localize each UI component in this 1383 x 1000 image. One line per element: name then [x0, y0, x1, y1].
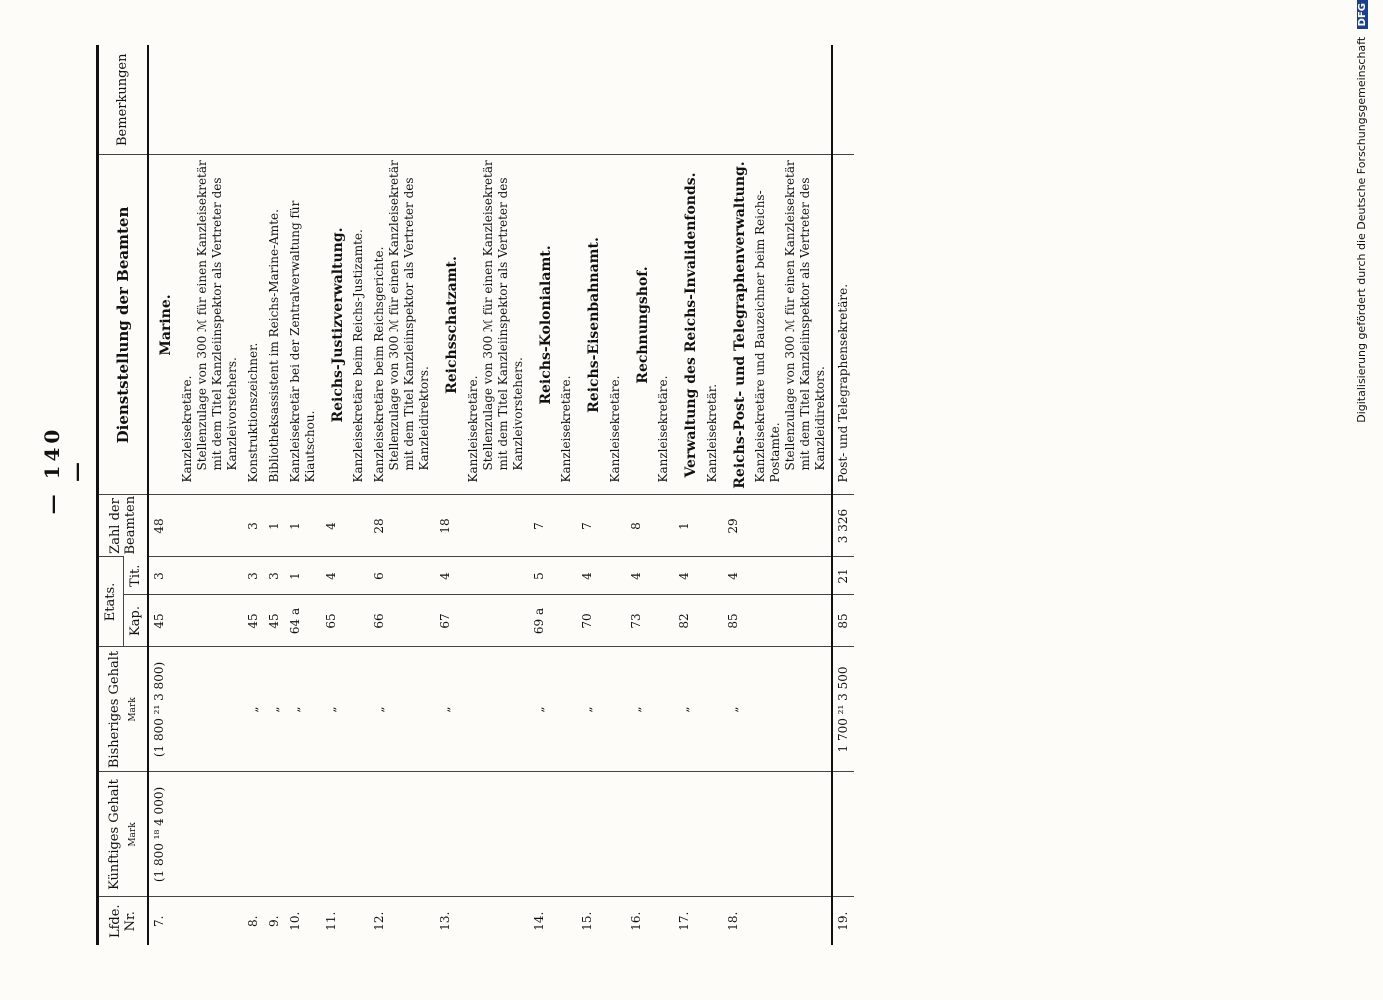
table-row	[369, 45, 435, 945]
cell-zahl: 29	[723, 495, 833, 557]
cell-zahl: 28	[369, 495, 435, 557]
cell-tit: 6	[369, 557, 435, 595]
header-etats: Etats.	[98, 557, 124, 647]
cell-tit: 3	[148, 557, 243, 595]
cell-lfd: 8.	[243, 897, 264, 945]
cell-bemerkungen	[832, 45, 854, 155]
cell-dienststellung	[577, 155, 626, 495]
page-number: — 140 —	[40, 425, 88, 515]
cell-bemerkungen	[529, 45, 578, 155]
cell-dienststellung	[369, 155, 435, 495]
cell-bisheriges-gehalt: „	[626, 647, 675, 772]
header-bisheriges-label: Bisheriges Gehalt	[106, 650, 122, 769]
cell-kuenftiges-gehalt	[243, 772, 264, 897]
cell-zahl: 4	[321, 495, 370, 557]
cell-tit: 5	[529, 557, 578, 595]
cell-tit: 4	[577, 557, 626, 595]
cell-kuenftiges-gehalt	[285, 772, 321, 897]
table-row	[148, 45, 243, 945]
cell-dienststellung	[243, 155, 264, 495]
cell-tit: 1	[285, 557, 321, 595]
cell-lfd: 10.	[285, 897, 321, 945]
table-row	[674, 45, 723, 945]
position-text: Kanzleisekretäre.	[465, 375, 480, 483]
table-row	[832, 45, 854, 945]
section-heading: Reichs-Eisenbahnamt.	[586, 237, 603, 413]
cell-lfd: 9.	[264, 897, 285, 945]
cell-zahl: 8	[626, 495, 675, 557]
cell-kuenftiges-gehalt	[723, 772, 833, 897]
header-kuenftiges-gehalt	[98, 772, 149, 897]
cell-kuenftiges-gehalt	[369, 772, 435, 897]
cell-lfd: 17.	[674, 897, 723, 945]
cell-zahl: 18	[435, 495, 529, 557]
credit-text: Digitalisierung gefördert durch die Deutsche Forschungsgemeinschaft	[1355, 36, 1368, 423]
position-text: Kanzleisekretär bei der Zentralverwaltung für Kiautschou.	[287, 200, 317, 483]
salary-table	[96, 45, 854, 945]
cell-dienststellung	[321, 155, 370, 495]
position-subtext: Stellenzulage von 300 ℳ für einen Kanzleisekretär mit dem Titel Kanzleiinspektor als Vertreter des Kanzleivorstehers.	[480, 160, 525, 471]
section-heading: Rechnungshof.	[634, 266, 651, 384]
cell-kap: 45	[264, 595, 285, 647]
position-text: Kanzleisekretäre und Bauzeichner beim Reichs-Postamte.	[753, 190, 783, 483]
table-body	[148, 45, 854, 945]
cell-bisheriges-gehalt: „	[674, 647, 723, 772]
cell-bisheriges-gehalt: „	[321, 647, 370, 772]
cell-kap: 65	[321, 595, 370, 647]
cell-bemerkungen	[285, 45, 321, 155]
cell-kuenftiges-gehalt	[321, 772, 370, 897]
cell-bisheriges-gehalt: „	[285, 647, 321, 772]
cell-lfd: 12.	[369, 897, 435, 945]
section-heading: Reichs-Post- und Telegraphenverwaltung.	[731, 161, 748, 489]
cell-tit: 21	[832, 557, 854, 595]
position-subtext: Stellenzulage von 300 ℳ für einen Kanzleisekretär mit dem Titel Kanzleiinspektor als Vertreter des Kanzleidirektors.	[387, 160, 432, 471]
cell-bemerkungen	[148, 45, 243, 155]
cell-zahl: 1	[264, 495, 285, 557]
cell-bisheriges-gehalt: „	[264, 647, 285, 772]
cell-bemerkungen	[723, 45, 833, 155]
header-bisheriges-gehalt	[98, 647, 149, 772]
section-heading: Reichs-Justizverwaltung.	[329, 227, 346, 423]
cell-lfd: 7.	[148, 897, 243, 945]
position-text: Kanzleisekretäre beim Reichsgerichte.	[372, 246, 387, 483]
cell-bisheriges-gehalt: „	[435, 647, 529, 772]
cell-zahl: 7	[577, 495, 626, 557]
cell-kuenftiges-gehalt	[529, 772, 578, 897]
position-text: Kanzleisekretäre.	[179, 375, 194, 483]
cell-kuenftiges-gehalt	[626, 772, 675, 897]
cell-lfd: 18.	[723, 897, 833, 945]
cell-zahl: 1	[674, 495, 723, 557]
position-subtext: Stellenzulage von 300 ℳ für einen Kanzleisekretär mit dem Titel Kanzleiinspektor als Vertreter des Kanzleivorstehers.	[194, 160, 239, 471]
cell-bisheriges-gehalt: „	[369, 647, 435, 772]
table-row	[723, 45, 833, 945]
cell-lfd: 11.	[321, 897, 370, 945]
cell-zahl: 1	[285, 495, 321, 557]
cell-bemerkungen	[243, 45, 264, 155]
cell-bisheriges-gehalt: „	[243, 647, 264, 772]
cell-kuenftiges-gehalt	[674, 772, 723, 897]
position-text: Post- und Telegraphensekretäre.	[836, 283, 851, 483]
cell-zahl: 7	[529, 495, 578, 557]
cell-kuenftiges-gehalt	[264, 772, 285, 897]
section-heading: Marine.	[158, 294, 175, 356]
dfg-logo: DFG	[1357, 0, 1368, 29]
cell-bemerkungen	[577, 45, 626, 155]
cell-tit: 4	[674, 557, 723, 595]
cell-bemerkungen	[321, 45, 370, 155]
table-row	[243, 45, 264, 945]
cell-tit: 3	[243, 557, 264, 595]
table-row	[321, 45, 370, 945]
header-kap: Kap.	[123, 595, 148, 647]
header-dienststellung: Dienststellung der Beamten	[98, 155, 149, 495]
cell-tit: 4	[626, 557, 675, 595]
cell-zahl: 48	[148, 495, 243, 557]
position-text: Kanzleisekretäre.	[656, 375, 671, 483]
cell-dienststellung	[723, 155, 833, 495]
position-text: Kanzleisekretäre.	[607, 375, 622, 483]
cell-kuenftiges-gehalt	[832, 772, 854, 897]
cell-bemerkungen	[435, 45, 529, 155]
table-row	[264, 45, 285, 945]
cell-kap: 70	[577, 595, 626, 647]
cell-bemerkungen	[369, 45, 435, 155]
position-text: Kanzleisekretäre beim Reichs-Justizamte.	[351, 229, 366, 483]
cell-kap: 85	[832, 595, 854, 647]
cell-kap: 82	[674, 595, 723, 647]
header-lfd: Lfde. Nr.	[98, 897, 149, 945]
cell-tit: 4	[435, 557, 529, 595]
cell-kap: 64 a	[285, 595, 321, 647]
cell-dienststellung	[148, 155, 243, 495]
cell-kuenftiges-gehalt: (1 800 ¹⁸ 4 000)	[148, 772, 243, 897]
section-heading: Verwaltung des Reichs-Invalidenfonds.	[683, 172, 700, 478]
cell-dienststellung	[832, 155, 854, 495]
header-kuenftiges-unit: Mark	[128, 822, 139, 847]
cell-kap: 66	[369, 595, 435, 647]
position-text: Bibliotheksassistent im Reichs-Marine-Amte.	[266, 209, 281, 483]
cell-kap: 85	[723, 595, 833, 647]
cell-tit: 4	[723, 557, 833, 595]
cell-bisheriges-gehalt: (1 800 ²¹ 3 800)	[148, 647, 243, 772]
header-tit: Tit.	[123, 557, 148, 595]
table-row	[435, 45, 529, 945]
cell-bisheriges-gehalt: 1 700 ²¹ 3 500	[832, 647, 854, 772]
cell-kap: 45	[148, 595, 243, 647]
cell-bemerkungen	[626, 45, 675, 155]
header-zahl: Zahl der Beamten	[98, 495, 149, 557]
header-kuenftiges-label: Künftiges Gehalt	[106, 779, 122, 890]
cell-bisheriges-gehalt: „	[529, 647, 578, 772]
cell-lfd: 13.	[435, 897, 529, 945]
cell-dienststellung	[626, 155, 675, 495]
cell-bemerkungen	[264, 45, 285, 155]
cell-dienststellung	[264, 155, 285, 495]
cell-kuenftiges-gehalt	[435, 772, 529, 897]
table-row	[529, 45, 578, 945]
section-heading: Reichsschatzamt.	[444, 256, 461, 394]
cell-kuenftiges-gehalt	[577, 772, 626, 897]
cell-bemerkungen	[674, 45, 723, 155]
cell-tit: 4	[321, 557, 370, 595]
cell-lfd: 15.	[577, 897, 626, 945]
position-subtext: Stellenzulage von 300 ℳ für einen Kanzleisekretär mit dem Titel Kanzleiinspektor als Vertreter des Kanzleidirektors.	[783, 160, 828, 471]
cell-lfd: 14.	[529, 897, 578, 945]
cell-kap: 69 a	[529, 595, 578, 647]
position-text: Konstruktionszeichner.	[245, 342, 260, 483]
dfg-credit	[1355, 0, 1368, 960]
cell-tit: 3	[264, 557, 285, 595]
section-heading: Reichs-Kolonialamt.	[537, 245, 554, 405]
cell-lfd: 19.	[832, 897, 854, 945]
table-row	[626, 45, 675, 945]
header-bisheriges-unit: Mark	[128, 697, 139, 722]
header-bemerkungen: Bemerkungen	[98, 45, 149, 155]
cell-lfd: 16.	[626, 897, 675, 945]
table-row	[577, 45, 626, 945]
cell-bisheriges-gehalt: „	[723, 647, 833, 772]
position-text: Kanzleisekretäre.	[559, 375, 574, 483]
cell-dienststellung	[435, 155, 529, 495]
cell-bisheriges-gehalt: „	[577, 647, 626, 772]
cell-dienststellung	[285, 155, 321, 495]
cell-zahl: 3	[243, 495, 264, 557]
table-row	[285, 45, 321, 945]
cell-dienststellung	[674, 155, 723, 495]
cell-dienststellung	[529, 155, 578, 495]
cell-kap: 45	[243, 595, 264, 647]
cell-kap: 73	[626, 595, 675, 647]
cell-zahl: 3 326	[832, 495, 854, 557]
position-text: Kanzleisekretär.	[704, 383, 719, 483]
cell-kap: 67	[435, 595, 529, 647]
